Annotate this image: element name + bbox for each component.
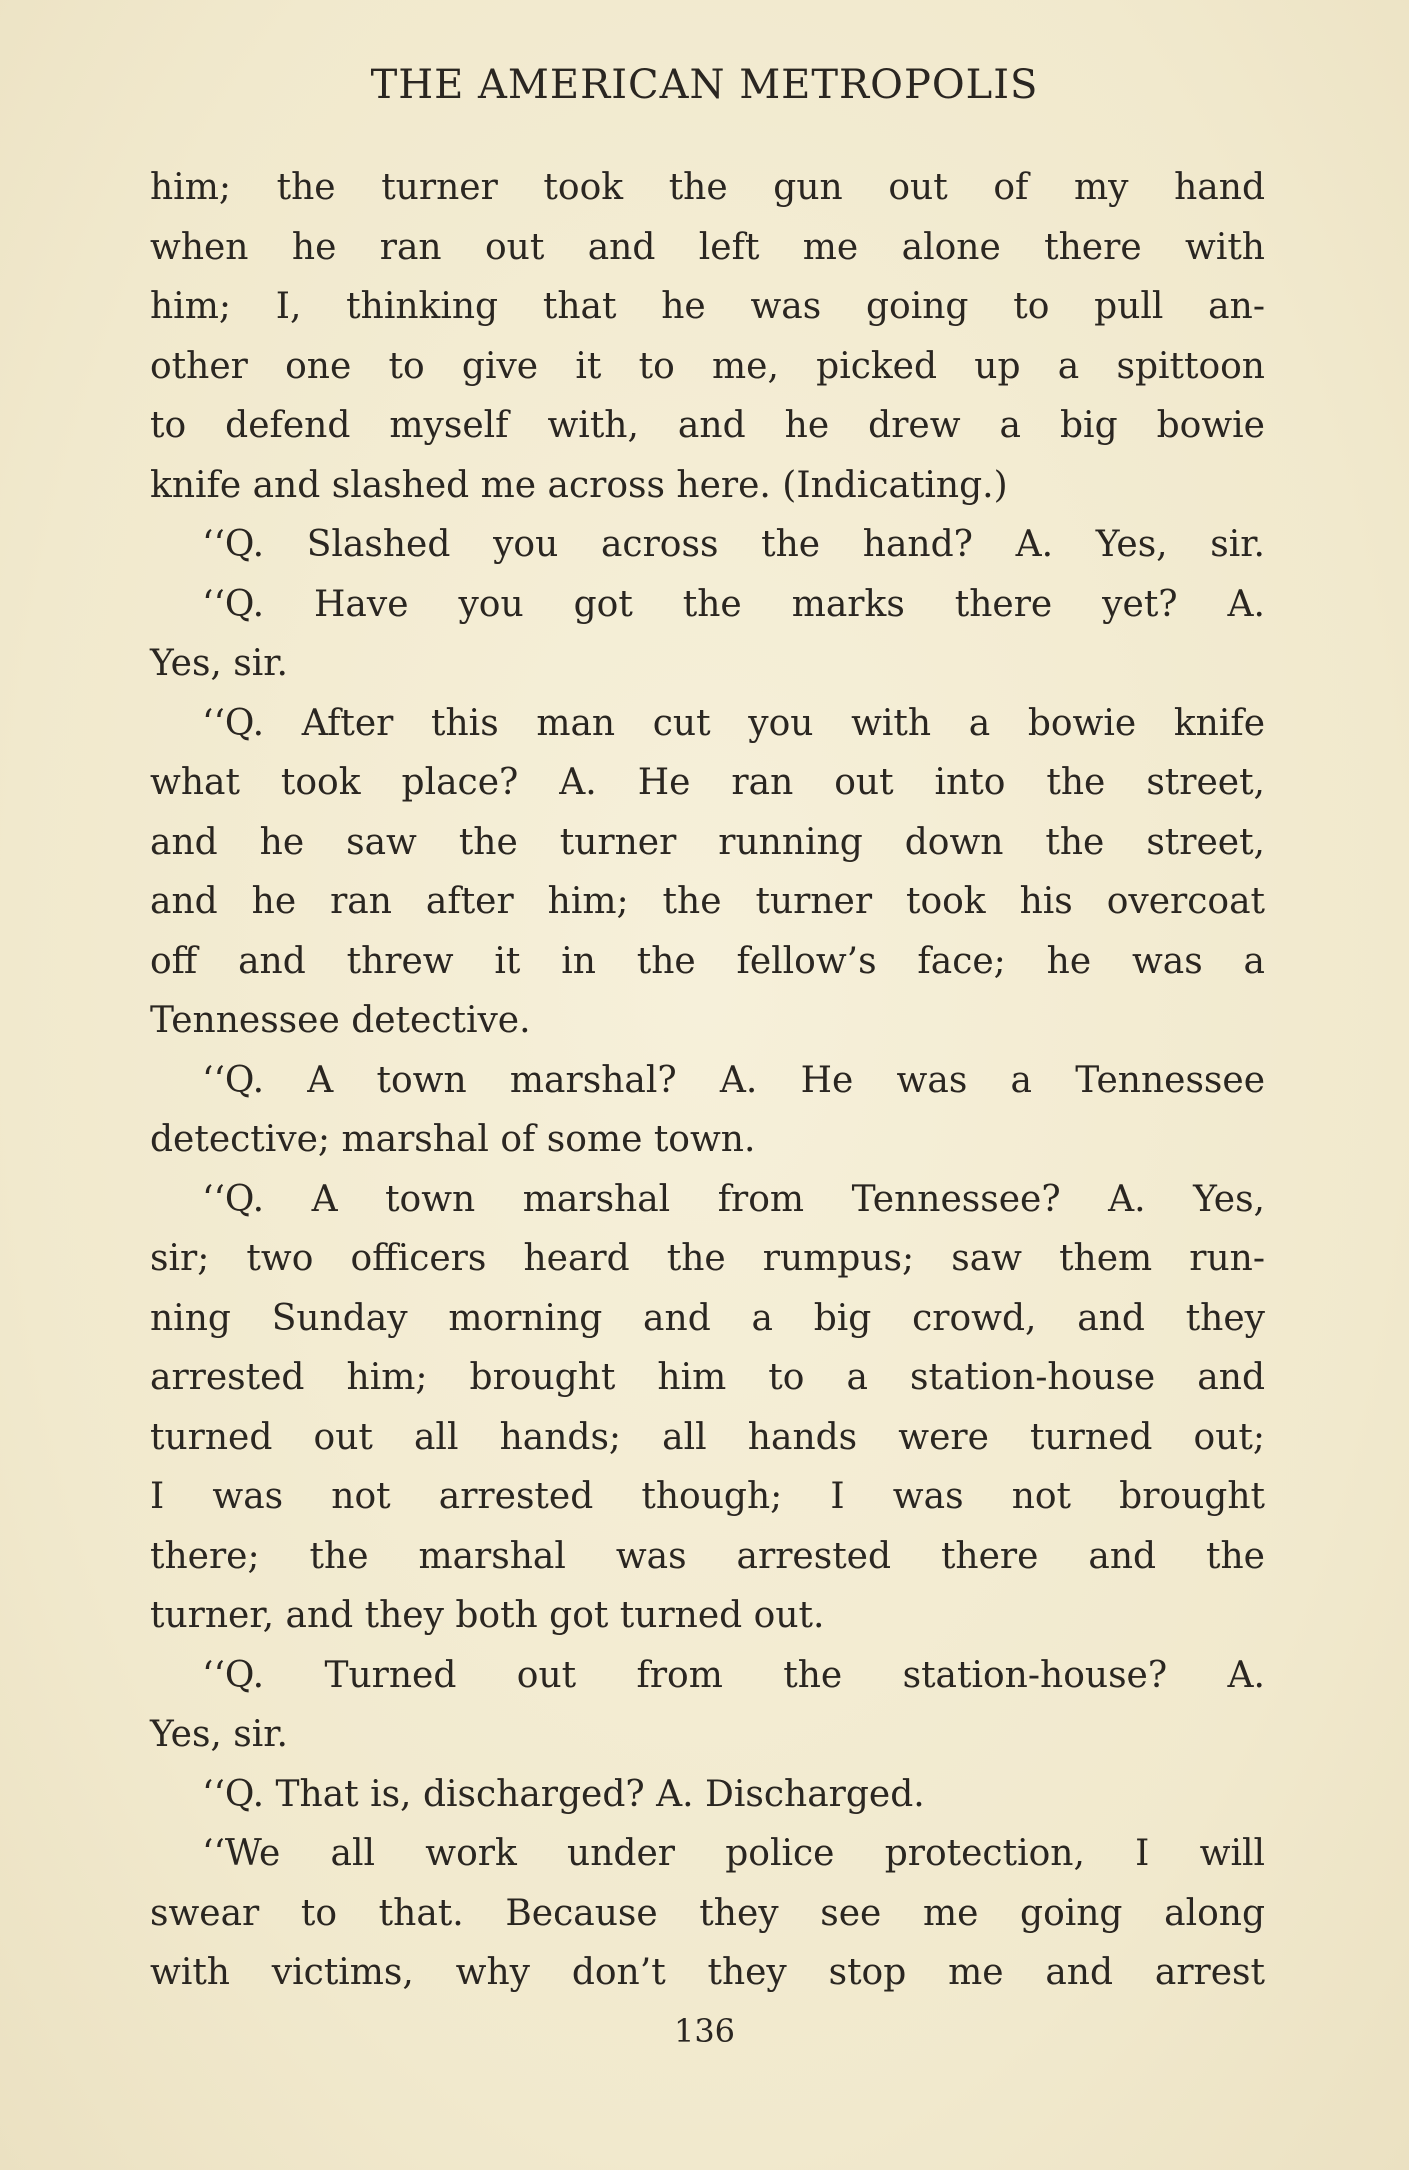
text-line: there; the marshal was arrested there and the — [150, 1535, 1265, 1577]
text-line: ‘‘We all work under police protection, I will — [202, 1833, 1265, 1874]
text-line: knife and slashed me across here. (Indicating.) — [150, 464, 1008, 506]
text-line: what took place? A. He ran out into the street, — [150, 762, 1265, 803]
text-line: ‘‘Q. Have you got the marks there yet? A. — [202, 583, 1265, 625]
text-line: turner, and they both got turned out. — [150, 1595, 825, 1636]
text-line: ‘‘Q. Slashed you across the hand? A. Yes, sir. — [202, 524, 1265, 565]
text-line: and he ran after him; the turner took his overcoat — [150, 881, 1265, 922]
text-line: ‘‘Q. That is, discharged? A. Discharged. — [202, 1773, 925, 1815]
text-line: Yes, sir. — [150, 1714, 288, 1755]
page-number: 136 — [673, 2012, 736, 2050]
text-line: when he ran out and left me alone there with — [150, 226, 1265, 268]
text-line: and he saw the turner running down the street, — [150, 821, 1265, 863]
text-line: turned out all hands; all hands were turned out; — [150, 1416, 1265, 1458]
text-line: off and threw it in the fellow’s face; he was a — [150, 940, 1265, 982]
text-line: swear to that. Because they see me going along — [150, 1892, 1265, 1934]
text-line: arrested him; brought him to a station-house and — [150, 1357, 1265, 1398]
text-line: I was not arrested though; I was not brought — [150, 1476, 1265, 1517]
body-text — [150, 158, 1265, 2003]
text-line: other one to give it to me, picked up a spittoon — [150, 345, 1265, 387]
text-line: him; I, thinking that he was going to pull an- — [150, 286, 1265, 327]
text-line: ‘‘Q. A town marshal? A. He was a Tennessee — [202, 1059, 1265, 1101]
text-line: ‘‘Q. A town marshal from Tennessee? A. Yes, — [202, 1178, 1265, 1220]
text-line: ‘‘Q. After this man cut you with a bowie knife — [202, 702, 1265, 744]
text-line: ‘‘Q. Turned out from the station-house? A. — [202, 1654, 1265, 1696]
text-line: him; the turner took the gun out of my hand — [150, 167, 1265, 208]
running-head: THE AMERICAN METROPOLIS — [370, 62, 1039, 108]
text-line: detective; marshal of some town. — [150, 1119, 756, 1160]
text-line: with victims, why don’t they stop me and arrest — [150, 1952, 1265, 1993]
text-line: sir; two officers heard the rumpus; saw them run- — [150, 1238, 1265, 1279]
text-line: Yes, sir. — [150, 643, 288, 684]
text-line: to defend myself with, and he drew a big bowie — [150, 405, 1265, 446]
text-line: Tennessee detective. — [150, 1000, 531, 1041]
text-line: ning Sunday morning and a big crowd, and they — [150, 1297, 1265, 1339]
